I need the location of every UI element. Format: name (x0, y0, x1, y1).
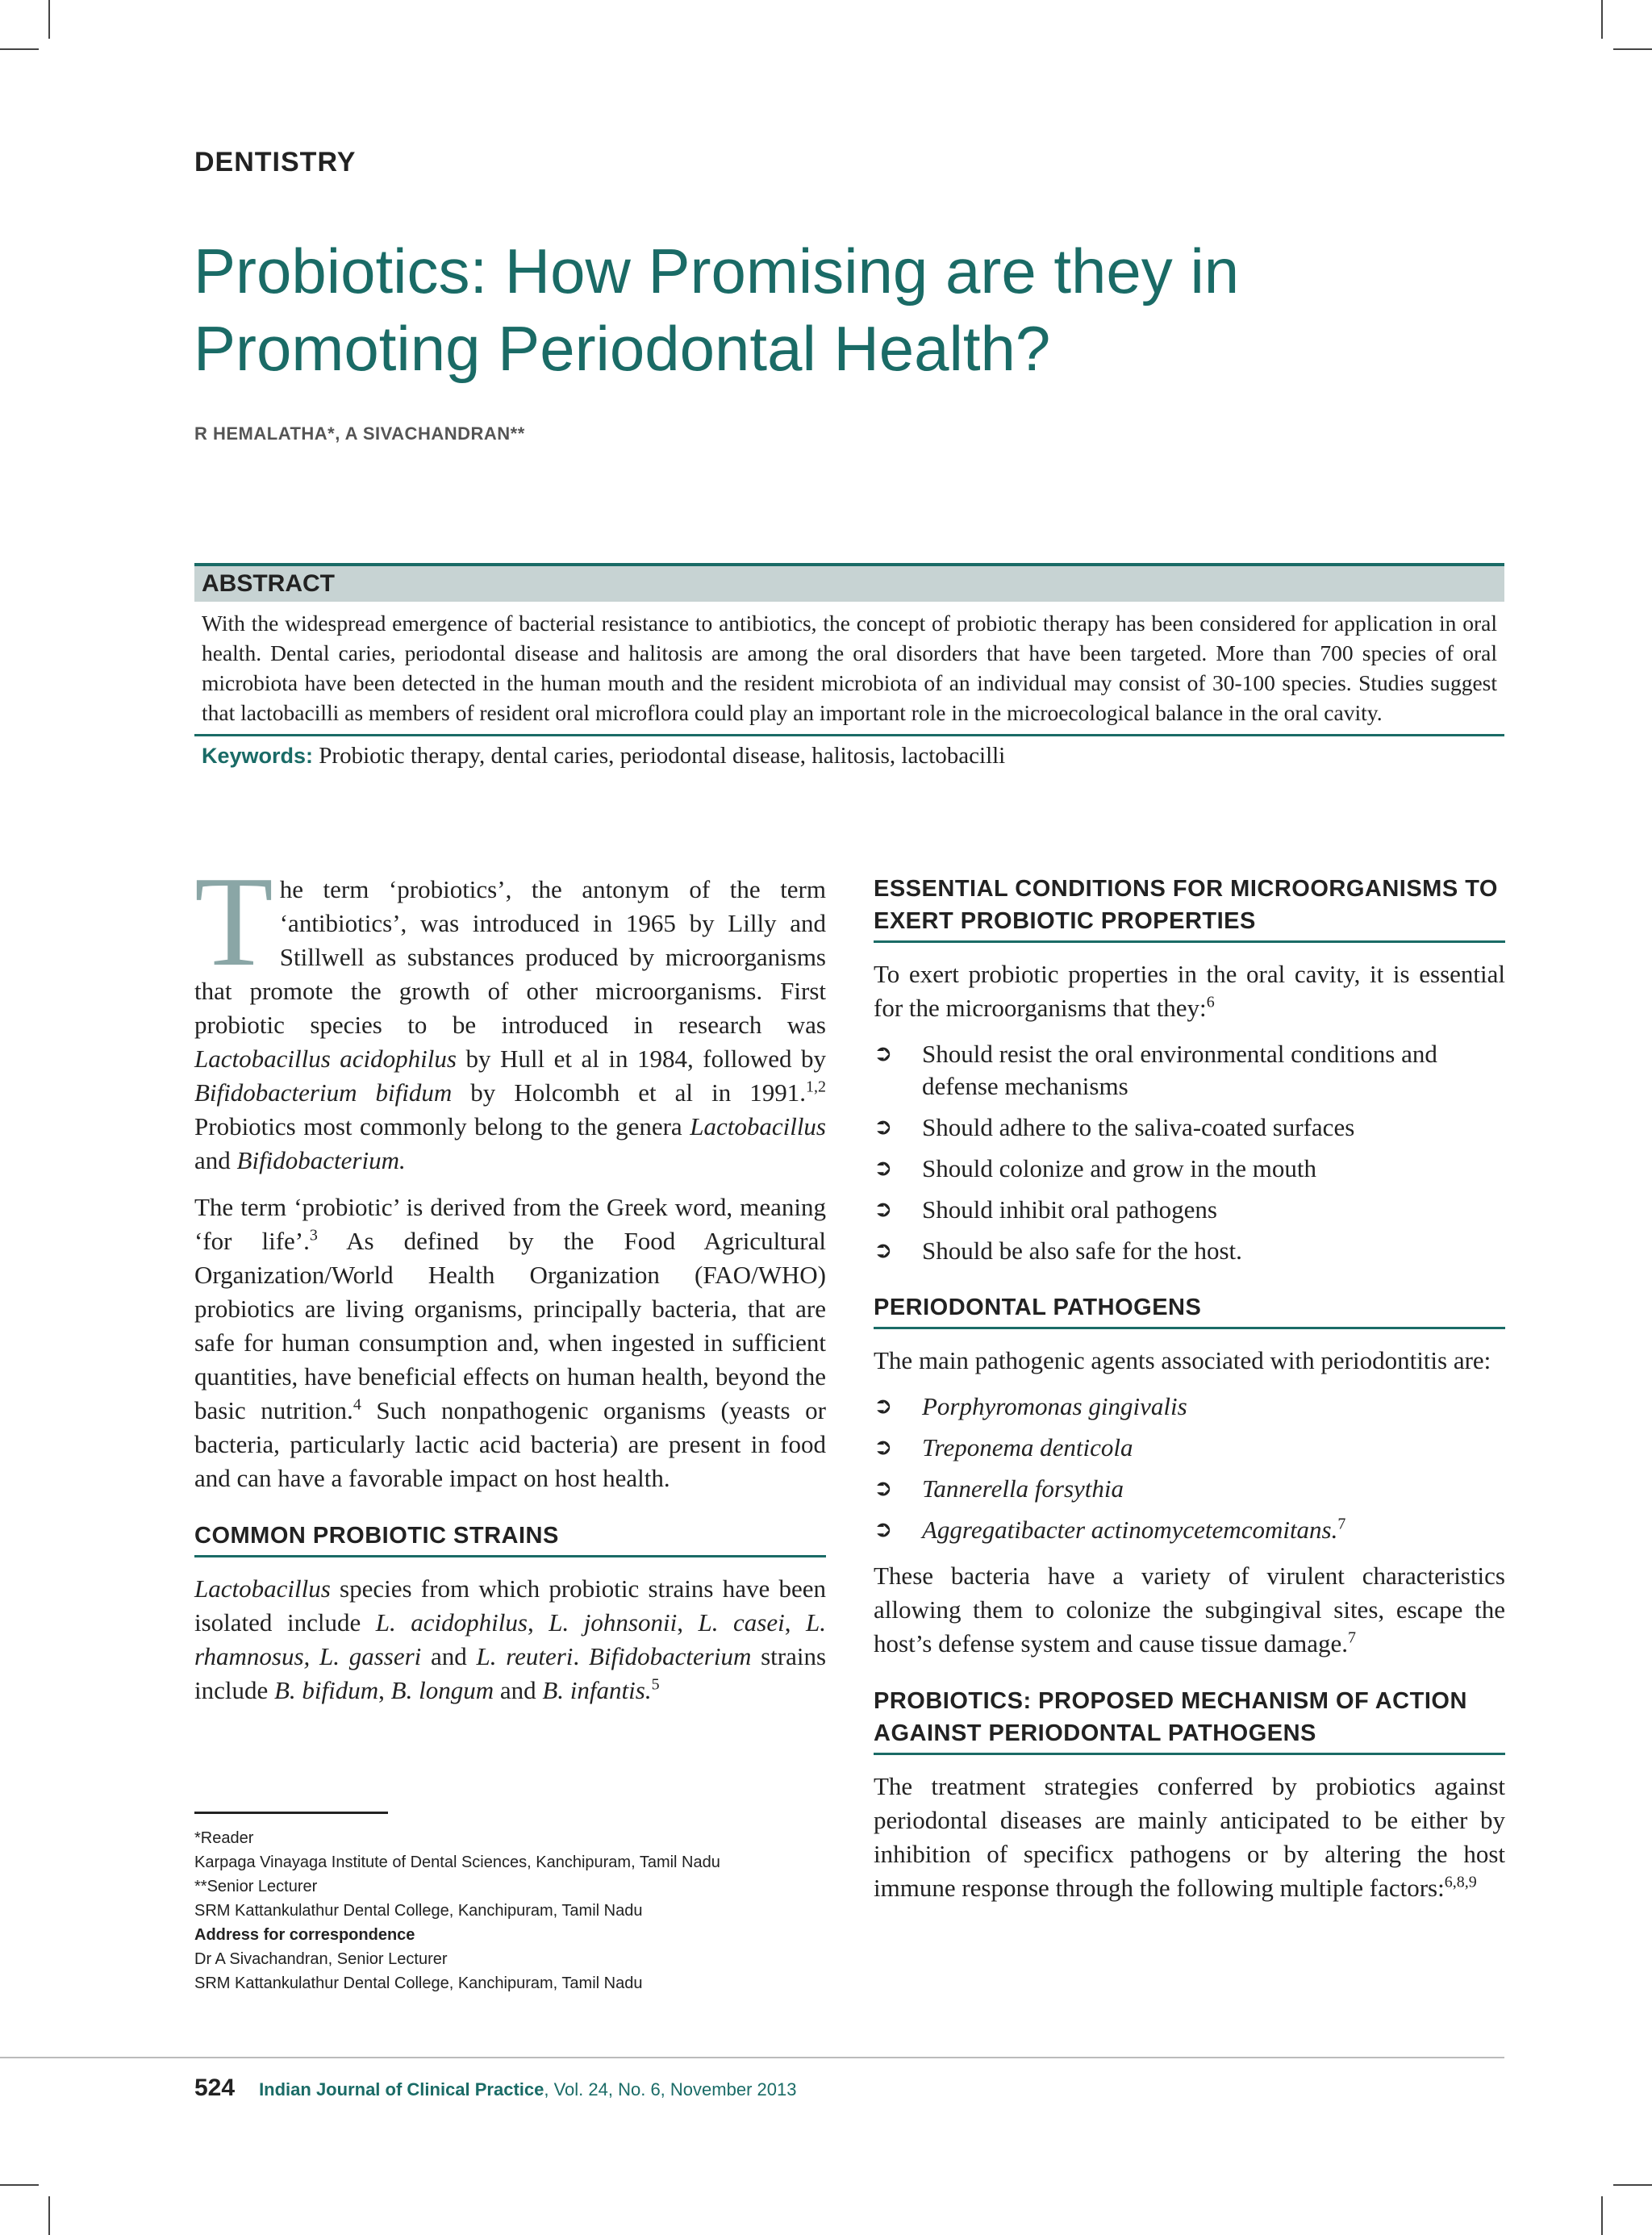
genus-name: Bifidobacterium (588, 1642, 752, 1670)
species-name: L. gasseri (319, 1642, 422, 1670)
journal-issue: , Vol. 24, No. 6, November 2013 (544, 2079, 797, 2099)
bullet-arrow-icon: ➲ (874, 1197, 893, 1222)
species-name: B. longum (390, 1676, 494, 1704)
bullet-arrow-icon: ➲ (874, 1238, 893, 1263)
crop-mark (1613, 2184, 1652, 2186)
list-item-text: Should inhibit oral pathogens (922, 1195, 1217, 1224)
list-item-text: Tannerella forsythia (922, 1474, 1124, 1503)
heading-common-strains: COMMON PROBIOTIC STRAINS (194, 1520, 826, 1557)
footnote-line: *Reader (194, 1829, 254, 1847)
footer-divider (0, 2057, 1504, 2058)
text-run: and (194, 1146, 237, 1174)
heading-essential-conditions: ESSENTIAL CONDITIONS FOR MICROORGANISMS TO EXERT PROBIOTIC PROPERTIES (874, 873, 1505, 943)
text-run: , (527, 1608, 549, 1637)
list-item-text: Should colonize and grow in the mouth (922, 1154, 1317, 1182)
left-column (194, 849, 827, 1720)
journal-name: Indian Journal of Clinical Practice (259, 2079, 544, 2099)
text-run: and (494, 1676, 543, 1704)
pathogens-intro: The main pathogenic agents associated with periodontitis are: (874, 1346, 1491, 1374)
list-item (874, 1391, 1505, 1423)
footnote-line: SRM Kattankulathur Dental College, Kanchipuram, Tamil Nadu (194, 1902, 643, 1920)
footnotes (194, 1826, 720, 1995)
text-run: , (378, 1676, 391, 1704)
article-title: Probiotics: How Promising are they in Promoting Periodontal Health? (194, 236, 1240, 384)
pathogens-outro (874, 1559, 1505, 1661)
conditions-list (874, 1038, 1505, 1267)
species-name: Bifidobacterium bifidum (194, 1078, 453, 1107)
footnote-line: Dr A Sivachandran, Senior Lecturer (194, 1950, 448, 1968)
bullet-arrow-icon: ➲ (874, 1041, 893, 1066)
crop-mark (1601, 2196, 1603, 2235)
species-name: L. johnsonii (549, 1608, 678, 1637)
species-name: Lactobacillus acidophilus (194, 1045, 457, 1073)
footnote-line: **Senior Lecturer (194, 1878, 318, 1895)
crop-mark (0, 2184, 39, 2186)
text-run: by Hull et al in 1984, followed by (456, 1045, 826, 1073)
list-item (874, 1514, 1505, 1546)
citation: 5 (651, 1675, 660, 1694)
citation: 6,8,9 (1444, 1873, 1477, 1891)
heading-mechanism-of-action: PROBIOTICS: PROPOSED MECHANISM OF ACTION AGAINST PERIODONTAL PATHOGENS (874, 1685, 1505, 1755)
citation: 7 (1348, 1628, 1356, 1647)
text-run: Such nonpathogenic organisms (yeasts or bacteria, particularly lactic acid bacteria) are present in food and can have a favorable impact on host health. (194, 1396, 826, 1492)
bullet-arrow-icon: ➲ (874, 1156, 893, 1181)
genus-name: Lactobacillus (194, 1574, 331, 1603)
citation: 4 (353, 1395, 361, 1414)
list-item-text: Should be also safe for the host. (922, 1236, 1242, 1265)
text-run (310, 1642, 319, 1670)
definition-paragraph (194, 1190, 826, 1495)
drop-cap: T (194, 849, 273, 993)
species-name: L. casei (698, 1608, 785, 1637)
list-item (874, 1235, 1505, 1267)
list-item-text: Should adhere to the saliva-coated surfaces (922, 1113, 1355, 1141)
text-run: As defined by the Food Agricultural Organization/World Health Organization (FAO/WHO) probiotics are living organisms, principally bacteria, that are safe for human consumption and, when ingested in sufficient quantities, have beneficial effects on human health, beyond the basic nutrition. (194, 1227, 826, 1424)
list-item-text: Should resist the oral environmental conditions and defense mechanisms (922, 1040, 1437, 1100)
page-footer (194, 2074, 796, 2102)
text-run: To exert probiotic properties in the oral cavity, it is essential for the microorganisms that they: (874, 960, 1505, 1022)
citation: 7 (1337, 1515, 1346, 1533)
crop-mark (0, 48, 39, 50)
abstract-text: With the widespread emergence of bacterial resistance to antibiotics, the concept of probiotic therapy has been considered for application in oral health. Dental caries, periodontal disease and halitosis are among the oral disorders that have been targeted. More than 700 species of oral microbiota have been detected in the human mouth and the resident microbiota of an individual may consist of 30-100 species. Studies suggest that lactobacilli as members of resident oral microflora could play an important role in the microecological balance in the oral cavity. (194, 602, 1504, 736)
text-run: Probiotics most commonly belong to the genera (194, 1112, 690, 1140)
list-item (874, 1111, 1505, 1144)
section-label: DENTISTRY (194, 147, 357, 177)
footnote-divider (194, 1812, 388, 1814)
list-item-text: Treponema denticola (922, 1433, 1133, 1462)
page-number: 524 (194, 2074, 236, 2101)
keywords (194, 743, 1504, 769)
list-item-text: Aggregatibacter actinomycetemcomitans. (922, 1516, 1338, 1544)
keywords-label: Keywords: (202, 744, 314, 768)
text-run: species from which probiotic strains have been isolated include (194, 1574, 826, 1637)
text-run: strains include (194, 1642, 827, 1704)
authors: R HEMALATHA*, A SIVACHANDRAN** (194, 423, 525, 444)
text-run: and (421, 1642, 477, 1670)
bullet-arrow-icon: ➲ (874, 1115, 893, 1140)
text-run: , (677, 1608, 699, 1637)
right-column (874, 873, 1505, 1918)
bullet-arrow-icon: ➲ (874, 1435, 893, 1460)
abstract-heading: ABSTRACT (202, 570, 335, 597)
heading-periodontal-pathogens: PERIODONTAL PATHOGENS (874, 1291, 1505, 1329)
species-name: L. reuteri (476, 1642, 574, 1670)
bullet-arrow-icon: ➲ (874, 1476, 893, 1501)
conditions-intro (874, 957, 1505, 1025)
footnote-line: Karpaga Vinayaga Institute of Dental Sciences, Kanchipuram, Tamil Nadu (194, 1853, 720, 1871)
bullet-arrow-icon: ➲ (874, 1517, 893, 1542)
citation: 3 (309, 1226, 318, 1245)
mechanism-paragraph (874, 1770, 1505, 1905)
footnote-correspondence-label: Address for correspondence (194, 1926, 415, 1944)
text-run: These bacteria have a variety of virulent characteristics allowing them to colonize the subgingival sites, escape the host’s defense system and cause tissue damage. (874, 1562, 1505, 1657)
citation: 1,2 (806, 1078, 826, 1096)
list-item (874, 1038, 1505, 1103)
abstract-header (194, 563, 1504, 602)
species-name: B. infantis. (542, 1676, 652, 1704)
genus-name: Lactobacillus (690, 1112, 826, 1140)
crop-mark (1601, 0, 1603, 39)
bullet-arrow-icon: ➲ (874, 1394, 893, 1419)
list-item (874, 1153, 1505, 1185)
species-name: L. rhamnosus, (194, 1608, 827, 1670)
text-run: The treatment strategies conferred by probiotics against periodontal diseases are mainly anticipated to be either by inhibition of specificx pathogens or by altering the host immune response through the following multiple factors: (874, 1772, 1505, 1902)
crop-mark (1613, 48, 1652, 50)
footnote-line: SRM Kattankulathur Dental College, Kanchipuram, Tamil Nadu (194, 1974, 643, 1992)
text-run: he term ‘probiotics’, the antonym of the term ‘antibiotics’, was introduced in 1965 by Lilly and Stillwell as substances produced by microorganisms that promote the growth of other microorganisms. First probiotic species to be introduced in research was (194, 875, 826, 1039)
list-item (874, 1194, 1505, 1226)
species-name: L. acidophilus (375, 1608, 528, 1637)
list-item-text: Porphyromonas gingivalis (922, 1392, 1187, 1420)
list-item (874, 1473, 1505, 1505)
crop-mark (48, 0, 50, 39)
text-run: The term ‘probiotic’ is derived from the Greek word, meaning ‘for life’. (194, 1193, 826, 1255)
species-name: B. bifidum (274, 1676, 379, 1704)
crop-mark (48, 2196, 50, 2235)
text-run: , (784, 1608, 807, 1637)
strains-paragraph (194, 1572, 826, 1708)
pathogens-list (874, 1391, 1505, 1546)
abstract-box (194, 563, 1504, 769)
citation: 6 (1206, 993, 1215, 1011)
text-run: by Holcombh et al in 1991. (452, 1078, 806, 1107)
intro-paragraph (194, 849, 826, 1178)
text-run: . (573, 1642, 589, 1670)
keywords-list: Probiotic therapy, dental caries, periodontal disease, halitosis, lactobacilli (319, 743, 1006, 769)
genus-name: Bifidobacterium. (236, 1146, 406, 1174)
list-item (874, 1432, 1505, 1464)
